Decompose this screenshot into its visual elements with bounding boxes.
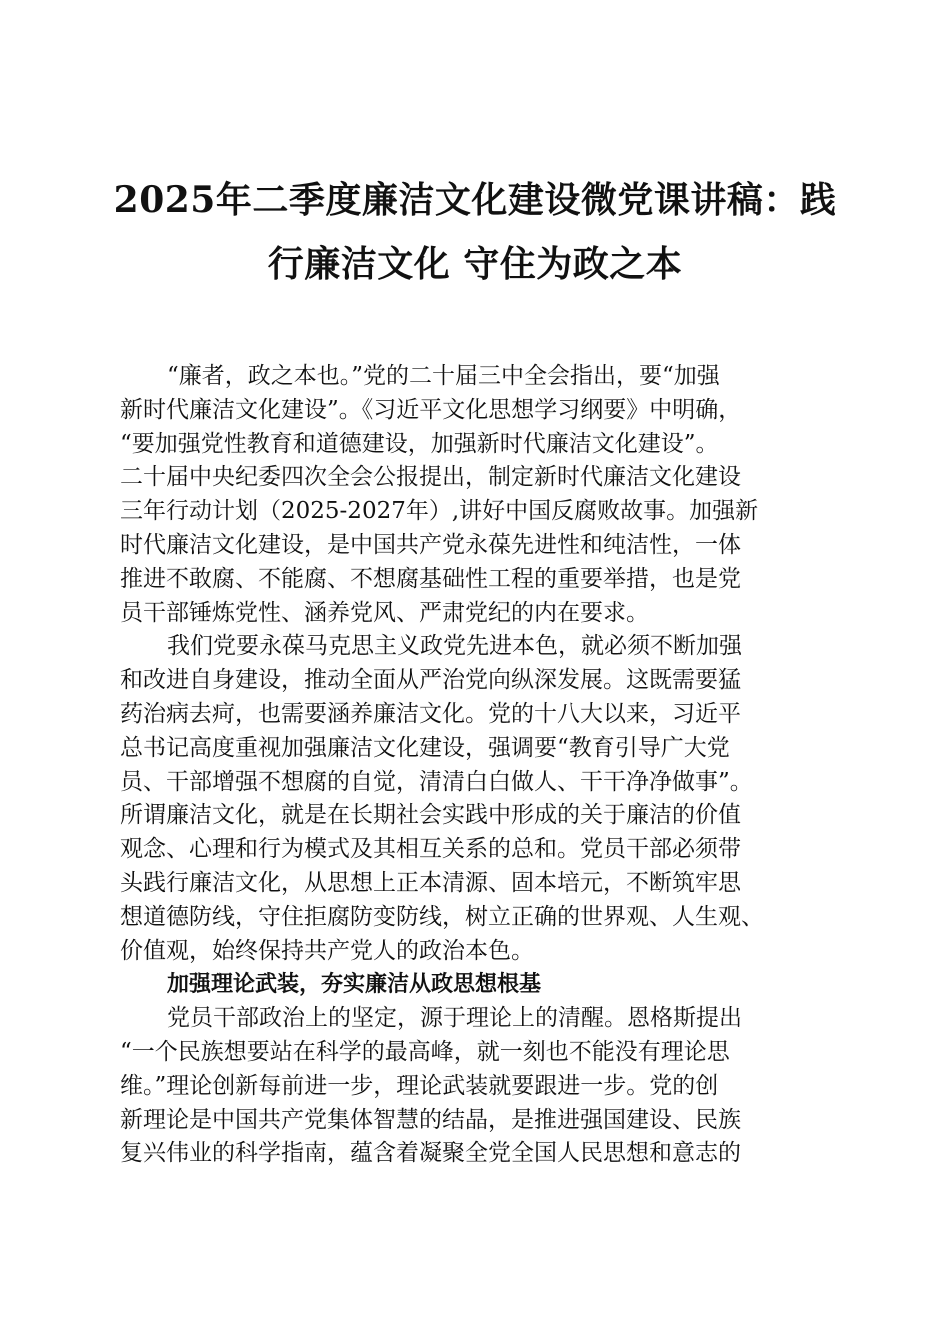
- text-line: 党员干部政治上的坚定，源于理论上的清醒。恩格斯提出: [167, 1005, 742, 1032]
- text-line: 二十届中央纪委四次全会公报提出，制定新时代廉洁文化建设: [120, 464, 741, 491]
- text-line: 想道德防线，守住拒腐防变防线，树立正确的世界观、人生观、: [120, 903, 764, 930]
- text-line: “要加强党性教育和道德建设，加强新时代廉洁文化建设”。: [120, 430, 719, 457]
- text-line: 三年行动计划（2025-2027年）,讲好中国反腐败故事。加强新: [120, 498, 759, 525]
- text-line: 我们党要永葆马克思主义政党先进本色，就必须不断加强: [167, 633, 742, 660]
- text-line: 时代廉洁文化建设，是中国共产党永葆先进性和纯洁性，一体: [120, 531, 741, 558]
- section-heading: 加强理论武装，夯实廉洁从政思想根基: [167, 972, 542, 998]
- text-line: 和改进自身建设，推动全面从严治党向纵深发展。这既需要猛: [120, 667, 741, 694]
- text-line: 总书记高度重视加强廉洁文化建设，强调要“教育引导广大党: [120, 734, 730, 761]
- text-line: 药治病去疴，也需要涵养廉洁文化。党的十八大以来，习近平: [120, 700, 741, 727]
- document-title: [100, 168, 850, 296]
- title-line-1: 2025年二季度廉洁文化建设微党课讲稿：践: [113, 179, 837, 221]
- text-line: 员干部锤炼党性、涵养党风、严肃党纪的内在要求。: [120, 599, 649, 626]
- text-line: 新时代廉洁文化建设”。《习近平文化思想学习纲要》中明确，: [120, 396, 742, 423]
- text-line: “一个民族想要站在科学的最高峰，就一刻也不能没有理论思: [120, 1038, 730, 1065]
- text-line: 所谓廉洁文化，就是在长期社会实践中形成的关于廉洁的价值: [120, 802, 741, 829]
- text-line: 复兴伟业的科学指南，蕴含着凝聚全党全国人民思想和意志的: [120, 1140, 741, 1167]
- title-line-2: 行廉洁文化 守住为政之本: [267, 243, 683, 285]
- text-line: 新理论是中国共产党集体智慧的结晶，是推进强国建设、民族: [120, 1106, 741, 1133]
- text-line: “廉者，政之本也。”党的二十届三中全会指出，要“加强: [167, 363, 720, 389]
- text-line: 推进不敢腐、不能腐、不想腐基础性工程的重要举措，也是党: [120, 565, 741, 592]
- document-body: [120, 360, 830, 1171]
- text-line: 头践行廉洁文化，从思想上正本清源、固本培元，不断筑牢思: [120, 869, 741, 896]
- text-line: 观念、心理和行为模式及其相互关系的总和。党员干部必须带: [120, 836, 741, 863]
- text-line: 维。”理论创新每前进一步，理论武装就要跟进一步。党的创: [120, 1072, 719, 1099]
- text-line: 员、干部增强不想腐的自觉，清清白白做人、干干净净做事”。: [120, 768, 753, 795]
- text-line: 价值观，始终保持共产党人的政治本色。: [120, 937, 534, 964]
